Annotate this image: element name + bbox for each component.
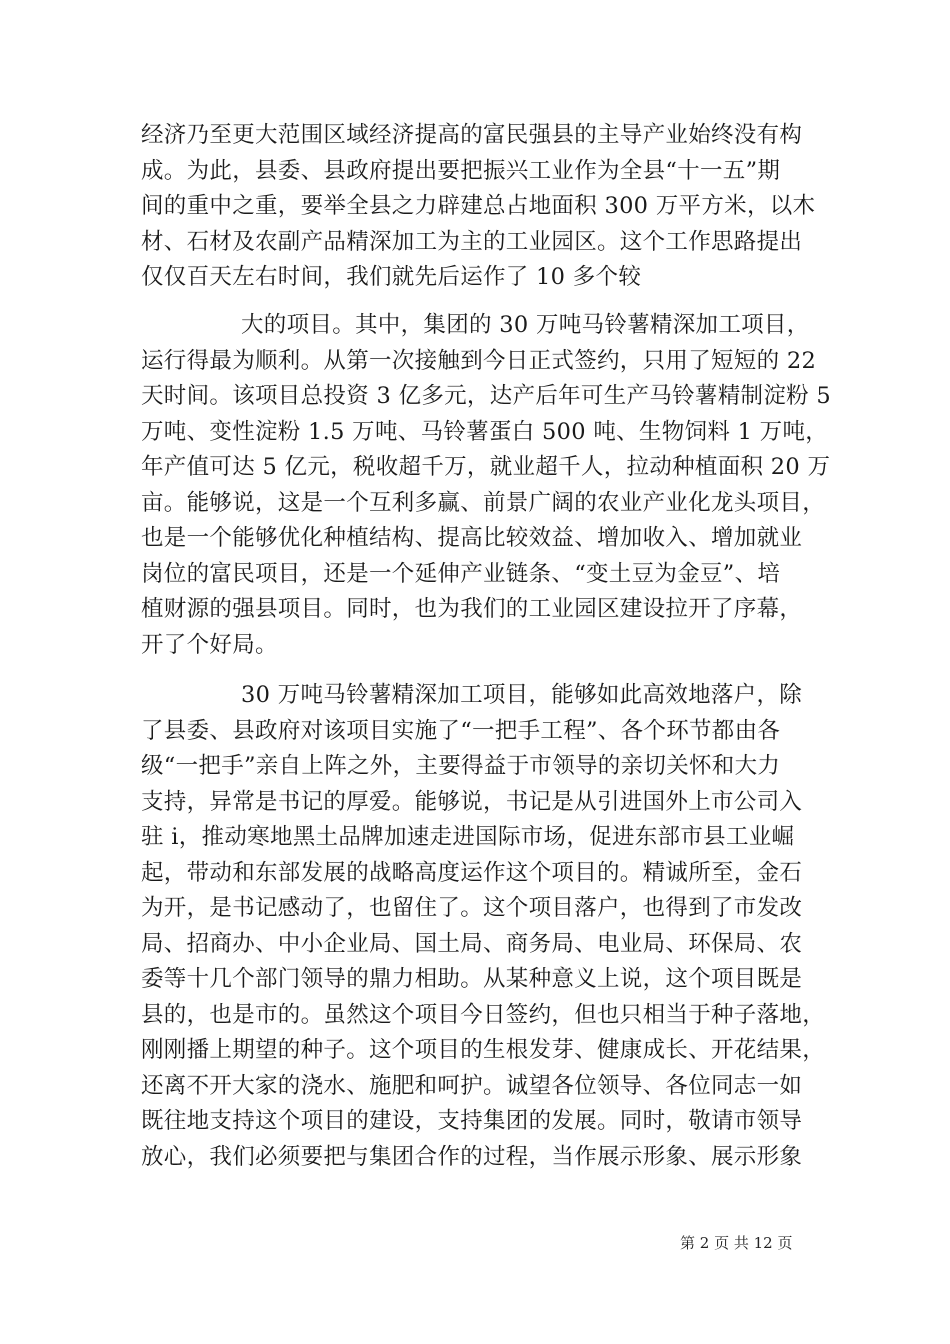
- paragraph-1: [141, 118, 816, 296]
- text-line: 了县委、县政府对该项目实施了“一把手工程”、各个环节都由各: [141, 717, 781, 744]
- text-line: 既往地支持这个项目的建设，支持集团的发展。同时，敬请市领导: [141, 1108, 803, 1134]
- text-line: 运行得最为顺利。从第一次接触到今日正式签约，只用了短短的 22: [141, 347, 817, 374]
- text-line: 局、招商办、中小企业局、国土局、商务局、电业局、环保局、农: [141, 930, 803, 957]
- page-number-footer: 第 2 页 共 12 页: [680, 1234, 793, 1252]
- text-line: 经济乃至更大范围区域经济提高的富民强县的主导产业始终没有构: [141, 122, 803, 148]
- text-line: 为开，是书记感动了，也留住了。这个项目落户，也得到了市发改: [141, 895, 803, 921]
- text-line: 开了个好局。: [141, 631, 278, 658]
- text-line: 刚刚播上期望的种子。这个项目的生根发芽、健康成长、开花结果，: [141, 1037, 826, 1063]
- paragraph-3: [141, 678, 826, 1175]
- text-line: 起，带动和东部发展的战略高度运作这个项目的。精诚所至，金石: [141, 859, 803, 886]
- text-line: 植财源的强县项目。同时，也为我们的工业园区建设拉开了序幕，: [141, 596, 803, 622]
- text-line: 天时间。该项目总投资 3 亿多元，达产后年可生产马铃薯精制淀粉 5: [141, 383, 831, 409]
- text-line: 亩。能够说，这是一个互利多赢、前景广阔的农业产业化龙头项目，: [141, 489, 826, 516]
- text-line: 成。为此，县委、县政府提出要把振兴工业作为全县“十一五”期: [141, 157, 781, 184]
- text-line: 万吨、变性淀粉 1.5 万吨、马铃薯蛋白 500 吨、生物饲料 1 万吨，: [141, 418, 829, 445]
- text-line: 岗位的富民项目，还是一个延伸产业链条、“变土豆为金豆”、培: [141, 560, 781, 587]
- text-line: 县的，也是市的。虽然这个项目今日签约，但也只相当于种子落地，: [141, 1001, 826, 1028]
- text-line: 还离不开大家的浇水、施肥和呵护。诚望各位领导、各位同志一如: [141, 1072, 803, 1099]
- text-line: 驻 i，推动寒地黑土品牌加速走进国际市场，促进东部市县工业崛: [141, 824, 795, 850]
- text-line: 30 万吨马铃薯精深加工项目，能够如此高效地落户，除: [241, 682, 803, 708]
- text-line: 材、石材及农副产品精深加工为主的工业园区。这个工作思路提出: [141, 228, 803, 255]
- text-line: 级“一把手”亲自上阵之外，主要得益于市领导的亲切关怀和大力: [141, 753, 781, 779]
- text-line: 间的重中之重，要举全县之力辟建总占地面积 300 万平方米，以木: [141, 193, 816, 219]
- text-line: 支持，异常是书记的厚爱。能够说，书记是从引进国外上市公司入: [141, 788, 803, 815]
- text-line: 也是一个能够优化种植结构、提高比较效益、增加收入、增加就业: [141, 525, 803, 551]
- paragraph-2: [141, 308, 831, 663]
- text-line: 放心，我们必须要把与集团合作的过程，当作展示形象、展示形象: [141, 1143, 803, 1170]
- text-line: 年产值可达 5 亿元，税收超千万，就业超千人，拉动种植面积 20 万: [141, 454, 831, 480]
- text-line: 委等十几个部门领导的鼎力相助。从某种意义上说，这个项目既是: [141, 966, 803, 992]
- text-line: 大的项目。其中，集团的 30 万吨马铃薯精深加工项目，: [241, 312, 810, 338]
- text-line: 仅仅百天左右时间，我们就先后运作了 10 多个较: [141, 264, 642, 290]
